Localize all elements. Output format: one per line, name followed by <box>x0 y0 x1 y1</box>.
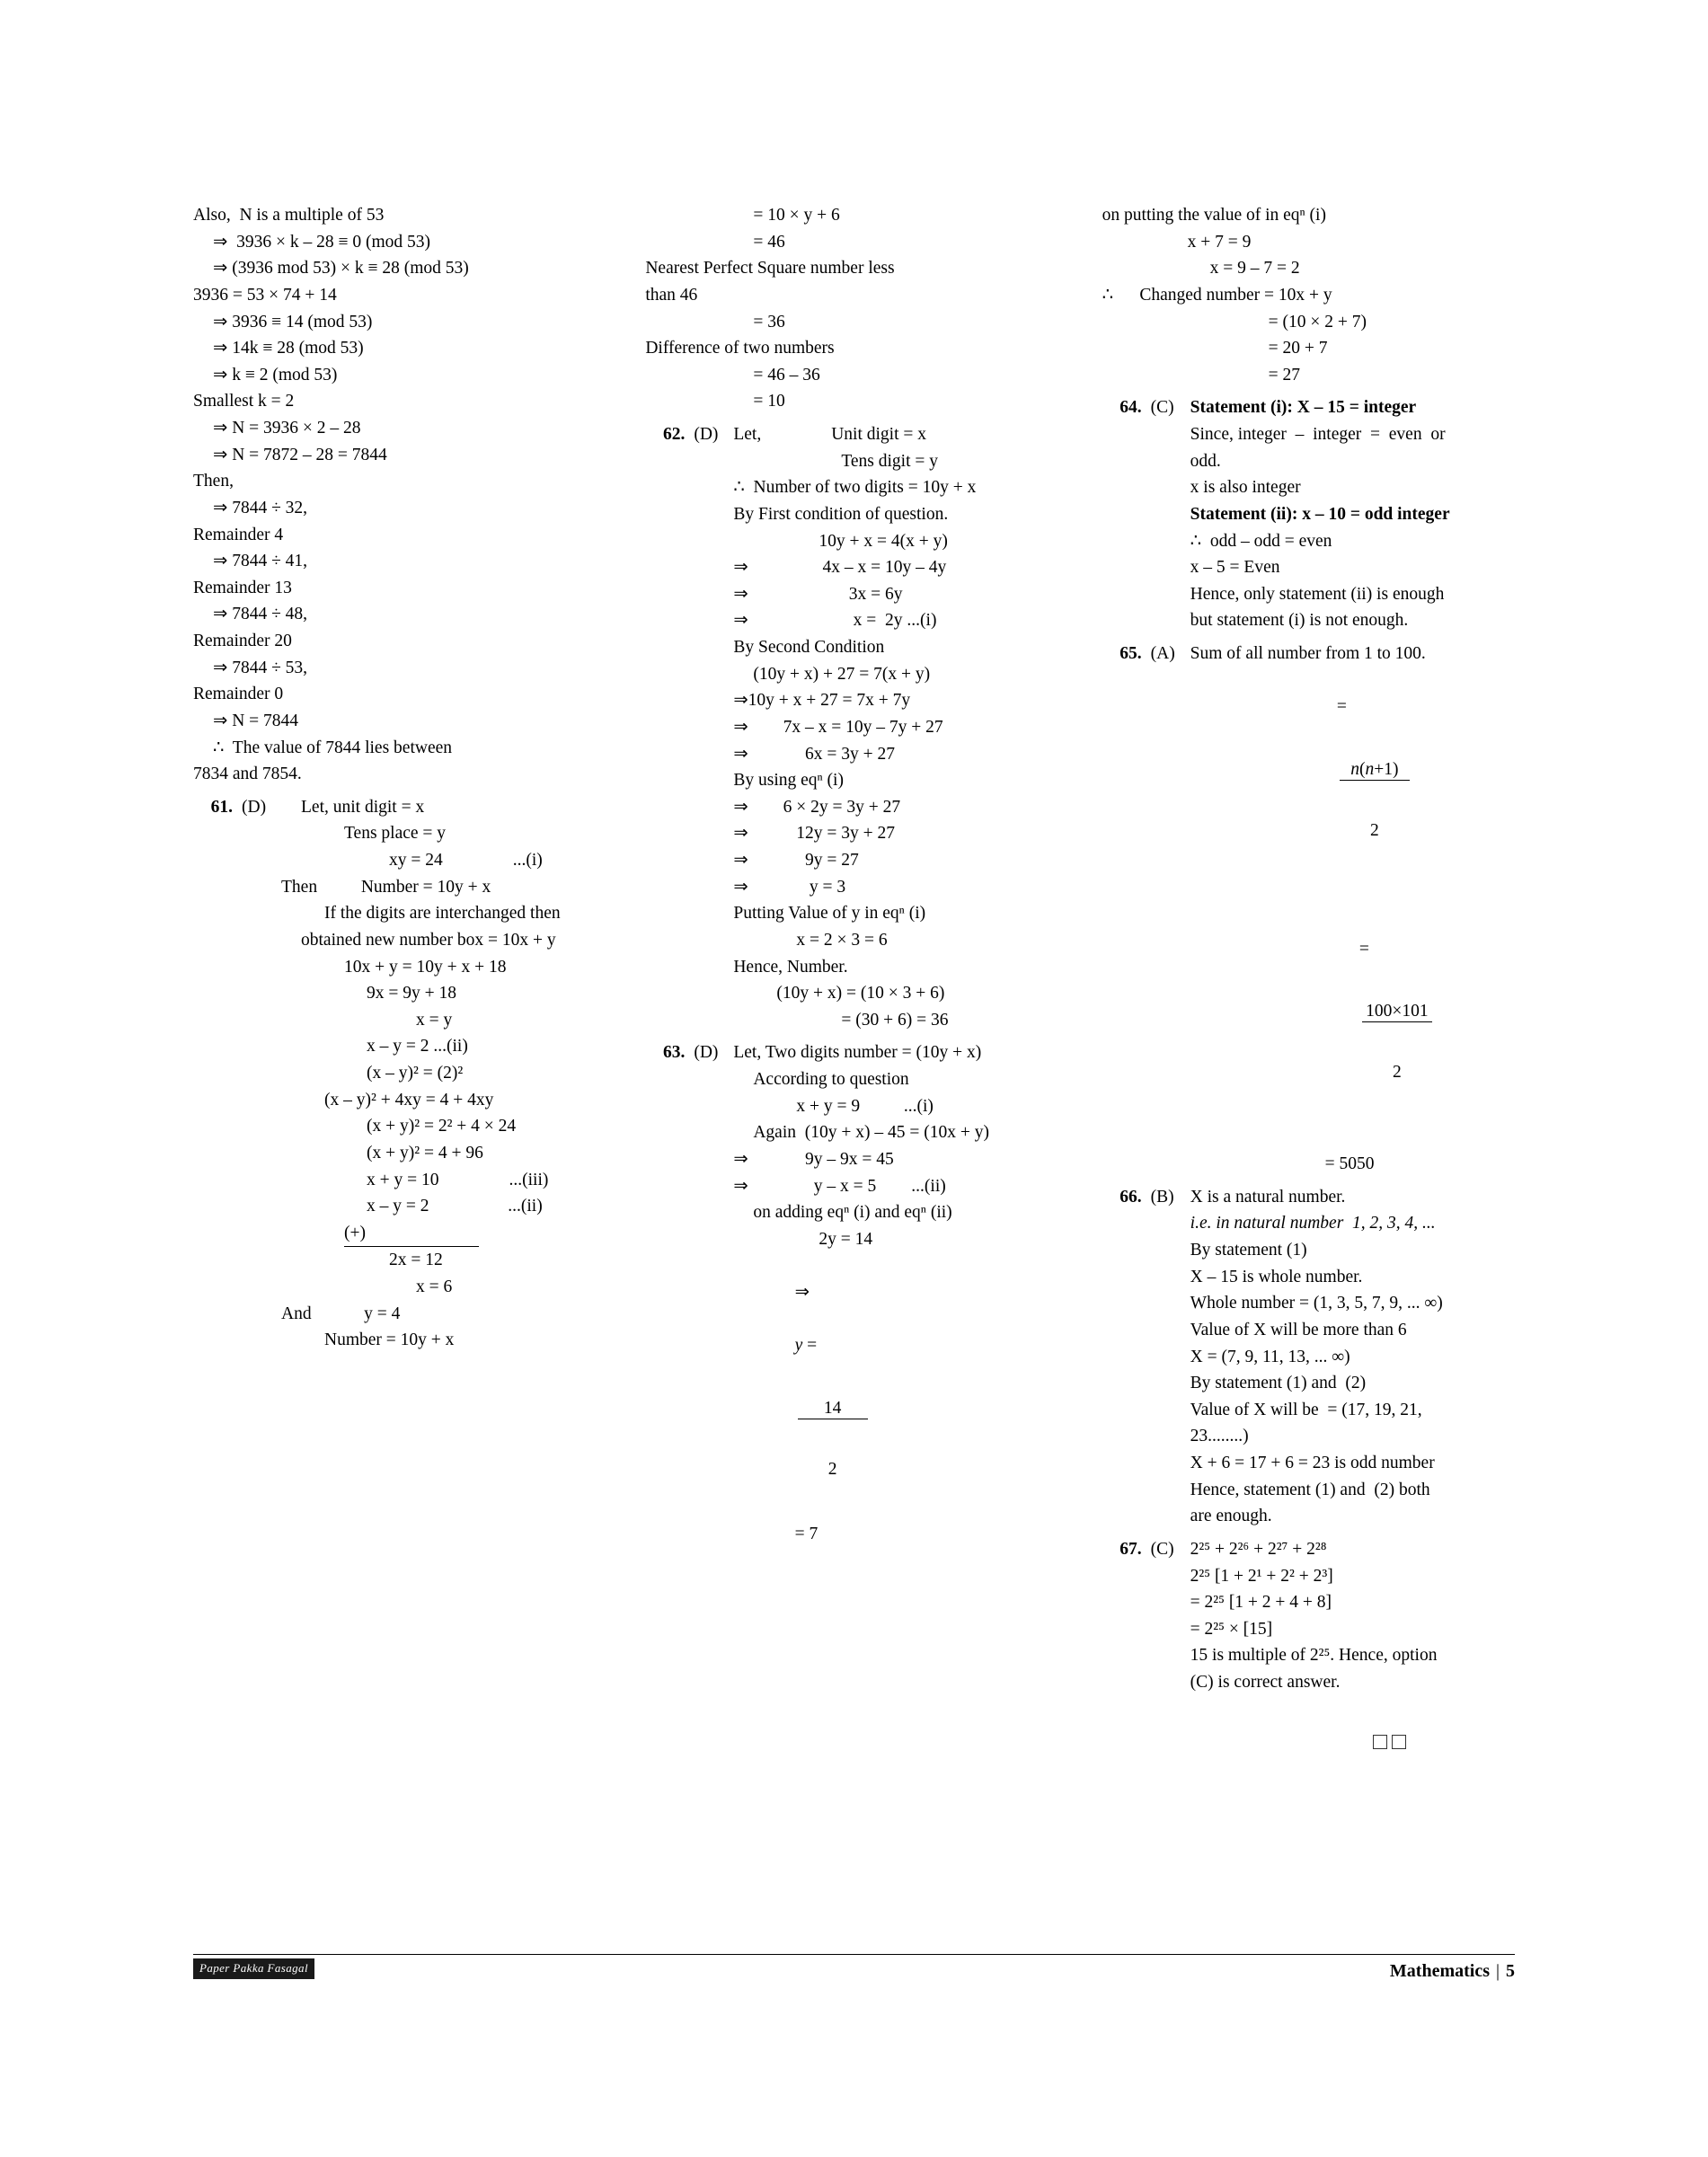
text-line: (10y + x) = (10 × 3 + 6) <box>776 984 945 1003</box>
text-line: ⇒ N = 7844 <box>213 711 299 730</box>
text-line: ⇒ 7844 ÷ 41, <box>213 552 308 571</box>
text-line: ⇒ 6x = 3y + 27 <box>733 744 896 764</box>
text-line: Number = 10y + x <box>324 1330 455 1350</box>
fraction-100x101-over-2 <box>1362 961 1432 1123</box>
solution-item-64 <box>1102 394 1523 634</box>
three-column-layout <box>193 202 1523 1757</box>
text-line: ∴ odd – odd = even <box>1190 531 1332 551</box>
text-line: By statement (1) <box>1190 1241 1307 1260</box>
statement-i-line: Statement (i): X – 15 = integer <box>1190 398 1417 418</box>
text-line: (x + y)² = 2² + 4 × 24 <box>367 1117 517 1136</box>
text-line: = 46 <box>753 232 785 252</box>
text-line: 2²⁵ [1 + 2¹ + 2² + 2³] <box>1190 1566 1333 1586</box>
solution-item-62 <box>645 421 1066 1033</box>
text-line: Hence, Number. <box>733 957 848 977</box>
text-line: 9x = 9y + 18 <box>367 984 456 1003</box>
text-line: 2y = 14 <box>819 1229 873 1249</box>
text-line: 2x = 12 <box>389 1251 443 1270</box>
text-line: x + 7 = 9 <box>1187 232 1252 252</box>
text-line: Remainder 13 <box>193 578 292 597</box>
text-line: = 46 – 36 <box>753 365 820 385</box>
text-line: = 20 + 7 <box>1268 339 1328 358</box>
solution-item-61 <box>193 794 609 1354</box>
text-line: 10y + x = 4(x + y) <box>819 531 948 551</box>
text-line: ⇒ N = 7872 – 28 = 7844 <box>213 445 387 464</box>
answer-option: (A) <box>1150 644 1175 663</box>
text-line: x – y = 2 ...(ii) <box>367 1197 543 1216</box>
answer-option: (D) <box>694 1043 719 1063</box>
text-line: X + 6 = 17 + 6 = 23 is odd number <box>1190 1454 1435 1472</box>
answer-option: (C) <box>1150 398 1174 418</box>
text-line: ∴ The value of 7844 lies between <box>213 738 453 757</box>
text-line: = 2²⁵ × [15] <box>1190 1619 1273 1639</box>
text-line: Let, unit digit = x <box>301 797 425 817</box>
text-line: Hence, statement (1) and (2) both <box>1190 1480 1430 1499</box>
text-line: = 10 × y + 6 <box>753 206 840 225</box>
end-square-icon <box>1392 1735 1406 1749</box>
text-line: Remainder 20 <box>193 632 292 650</box>
section-end-mark <box>1102 1730 1523 1757</box>
text-line: ⇒ 7x – x = 10y – 7y + 27 <box>733 717 943 737</box>
text-line: Whole number = (1, 3, 5, 7, 9, ... ∞) <box>1190 1294 1443 1313</box>
text-line: Hence, only statement (ii) is enough <box>1190 584 1445 604</box>
text-line: (C) is correct answer. <box>1190 1673 1341 1692</box>
text-line: ⇒ 3936 ≡ 14 (mod 53) <box>213 312 373 332</box>
question-number: 67. <box>1119 1539 1142 1559</box>
text-line: 23........) <box>1190 1427 1249 1446</box>
fraction-14-over-2 <box>798 1358 868 1520</box>
text-line: Difference of two numbers <box>645 339 835 358</box>
text-line: ⇒ 6 × 2y = 3y + 27 <box>733 797 901 817</box>
y-label: y = <box>794 1336 818 1356</box>
formula-line-n <box>1190 667 1523 909</box>
text-line: X = (7, 9, 11, 13, ... ∞) <box>1190 1347 1350 1366</box>
text-line: (x – y)² = (2)² <box>367 1064 464 1083</box>
solution-body <box>281 794 609 1354</box>
implication-arrow: ⇒ <box>794 1283 810 1302</box>
text-line: Tens digit = y <box>841 451 939 471</box>
answer-option: (B) <box>1150 1187 1174 1207</box>
text-line: X – 15 is whole number. <box>1190 1267 1363 1286</box>
text-line: but statement (i) is not enough. <box>1190 611 1409 631</box>
question-number: 62. <box>662 425 686 444</box>
solution-body <box>1190 394 1523 634</box>
text-line: x is also integer <box>1190 478 1301 498</box>
text-line: ⇒ 12y = 3y + 27 <box>733 824 896 844</box>
publisher-logo: Paper Pakka Fasagal <box>193 1958 314 1979</box>
text-line: x + y = 9 ...(i) <box>796 1096 934 1116</box>
text-line: By using eqⁿ (i) <box>733 771 844 791</box>
text-line: ⇒ (3936 mod 53) × k ≡ 28 (mod 53) <box>213 259 469 278</box>
text-line: ⇒10y + x + 27 = 7x + 7y <box>733 691 911 711</box>
solution-body <box>1190 1184 1523 1530</box>
text-line: obtained new number box = 10x + y <box>301 930 556 950</box>
question-number: 65. <box>1119 644 1142 663</box>
text-line: = (30 + 6) = 36 <box>841 1010 949 1030</box>
text-line: ⇒ 3x = 6y <box>733 584 903 604</box>
answer-option: (D) <box>694 425 719 444</box>
page-content <box>193 202 1523 1757</box>
text-line: Since, integer – integer = even or <box>1190 425 1446 444</box>
text-line: x = 9 – 7 = 2 <box>1209 259 1300 278</box>
fraction-denominator: 2 <box>1393 1063 1402 1083</box>
text-line: (x – y)² + 4xy = 4 + 4xy <box>324 1090 494 1109</box>
text-line: By First condition of question. <box>733 504 949 524</box>
text-line: x = y <box>416 1010 453 1030</box>
text-line: 10x + y = 10y + x + 18 <box>344 957 507 977</box>
text-line: ⇒ 7844 ÷ 32, <box>213 498 308 517</box>
text-line: And y = 4 <box>281 1304 401 1323</box>
text-line: x – 5 = Even <box>1190 558 1280 578</box>
text-line: ⇒ x = 2y ...(i) <box>733 611 937 631</box>
formula-line-100 <box>1190 909 1523 1151</box>
text-line: = 2²⁵ [1 + 2 + 4 + 8] <box>1190 1593 1332 1613</box>
addition-rule: (+) <box>344 1220 479 1248</box>
text-line: ⇒ y = 3 <box>733 877 846 897</box>
column-2 <box>645 202 1066 1575</box>
text-line: Value of X will be more than 6 <box>1190 1320 1407 1339</box>
footer-subject-page <box>1390 1961 1515 1982</box>
text-line: x = 2 × 3 = 6 <box>796 930 888 950</box>
text-line: Smallest k = 2 <box>193 392 295 411</box>
text-line: xy = 24 ...(i) <box>389 851 543 870</box>
text-line: 2²⁵ + 2²⁶ + 2²⁷ + 2²⁸ <box>1190 1539 1327 1559</box>
text-line: x + y = 10 ...(iii) <box>367 1170 549 1189</box>
text-line: i.e. in natural number 1, 2, 3, 4, ... <box>1190 1214 1436 1233</box>
text-line: ⇒ k ≡ 2 (mod 53) <box>213 365 338 385</box>
solution-item-66 <box>1102 1184 1523 1530</box>
text-line: (x + y)² = 4 + 96 <box>367 1143 483 1162</box>
text-line: Remainder 0 <box>193 685 284 704</box>
footer-page-number: 5 <box>1506 1961 1515 1981</box>
text-line: on putting the value of in eqⁿ (i) <box>1102 206 1326 225</box>
text-line: X is a natural number. <box>1190 1187 1346 1207</box>
text-line: According to question <box>753 1070 909 1089</box>
text-line: 15 is multiple of 2²⁵. Hence, option <box>1190 1646 1438 1666</box>
text-line: = 5050 <box>1324 1154 1375 1174</box>
text-line: Putting Value of y in eqⁿ (i) <box>733 904 926 924</box>
text-line: on adding eqⁿ (i) and eqⁿ (ii) <box>753 1203 952 1223</box>
text-line: ⇒ 7844 ÷ 53, <box>213 658 308 677</box>
result-value: = 7 <box>794 1525 819 1544</box>
text-line: odd. <box>1190 451 1221 471</box>
page-footer <box>193 1954 1515 1990</box>
text-line: Let, Unit digit = x <box>733 425 926 444</box>
column-3 <box>1102 202 1523 1757</box>
text-line: ⇒ y – x = 5 ...(ii) <box>733 1176 946 1196</box>
equals-sign: = <box>1336 697 1347 717</box>
footer-separator: | <box>1495 1961 1500 1981</box>
solution-item-63 <box>645 1039 1066 1574</box>
footer-subject: Mathematics <box>1389 1961 1490 1981</box>
text-line: Then Number = 10y + x <box>281 877 491 897</box>
fraction-n-n-plus-1-over-2 <box>1340 720 1410 881</box>
question-number: 66. <box>1119 1187 1142 1207</box>
text-line: ⇒ 3936 × k – 28 ≡ 0 (mod 53) <box>213 232 430 252</box>
equals-sign: = <box>1358 939 1369 959</box>
text-line: Again (10y + x) – 45 = (10x + y) <box>753 1123 989 1143</box>
text-line: 3936 = 53 × 74 + 14 <box>193 285 337 305</box>
text-line: Remainder 4 <box>193 525 284 544</box>
text-line: than 46 <box>645 285 698 305</box>
text-line: Then, <box>193 472 234 491</box>
text-line: = (10 × 2 + 7) <box>1268 312 1367 332</box>
text-line: By Second Condition <box>733 638 885 657</box>
text-line: Tens place = y <box>344 824 447 844</box>
question-number: 64. <box>1119 398 1142 418</box>
text-line <box>733 1252 1066 1574</box>
text-line: Let, Two digits number = (10y + x) <box>733 1043 982 1063</box>
text-line: = 36 <box>753 312 785 332</box>
text-line: Also, N is a multiple of 53 <box>193 206 385 225</box>
fraction-denominator: 2 <box>1370 820 1379 840</box>
fraction-denominator: 2 <box>827 1459 837 1479</box>
text-line: ⇒ N = 3936 × 2 – 28 <box>213 419 361 438</box>
solution-body <box>733 421 1066 1033</box>
text-line: Sum of all number from 1 to 100. <box>1190 644 1426 663</box>
text-line: are enough. <box>1190 1507 1272 1526</box>
solution-item-65 <box>1102 641 1523 1178</box>
text-line: ⇒ 14k ≡ 28 (mod 53) <box>213 339 364 358</box>
text-line: ⇒ 9y – 9x = 45 <box>733 1149 894 1169</box>
fraction-numerator: n(n+1) <box>1340 760 1410 781</box>
text-line: = 10 <box>753 392 785 411</box>
question-number: 61. <box>210 797 233 817</box>
text-line: x = 6 <box>416 1277 453 1296</box>
text-line: (10y + x) + 27 = 7(x + y) <box>753 664 931 684</box>
text-line: ∴ Number of two digits = 10y + x <box>733 478 977 498</box>
question-number: 63. <box>662 1043 686 1063</box>
fraction-numerator: 14 <box>798 1399 868 1419</box>
solution-item-67 <box>1102 1536 1523 1696</box>
text-line: = 27 <box>1268 365 1301 385</box>
text-line: Nearest Perfect Square number less <box>645 259 895 278</box>
solution-body <box>733 1039 1066 1574</box>
text-line: Value of X will be = (17, 19, 21, <box>1190 1400 1422 1419</box>
statement-ii-line: Statement (ii): x – 10 = odd integer <box>1190 504 1450 524</box>
solution-body <box>1190 1536 1523 1696</box>
text-line: ⇒ 4x – x = 10y – 4y <box>733 558 947 578</box>
text-line: ⇒ 9y = 27 <box>733 851 859 870</box>
answer-option: (D) <box>242 797 267 817</box>
text-line: ∴ Changed number = 10x + y <box>1102 285 1332 305</box>
fraction-numerator: 100×101 <box>1362 1002 1432 1022</box>
footer-divider <box>193 1954 1515 1955</box>
answer-option: (C) <box>1150 1539 1174 1559</box>
solution-body <box>1190 641 1523 1178</box>
text-line: x – y = 2 ...(ii) <box>367 1037 468 1056</box>
text-line: 7834 and 7854. <box>193 765 302 784</box>
text-line <box>281 1220 609 1248</box>
end-square-icon <box>1373 1735 1387 1749</box>
text-line: If the digits are interchanged then <box>324 904 561 924</box>
column-1 <box>193 202 609 1354</box>
text-line: ⇒ 7844 ÷ 48, <box>213 605 308 624</box>
text-line: By statement (1) and (2) <box>1190 1374 1367 1393</box>
